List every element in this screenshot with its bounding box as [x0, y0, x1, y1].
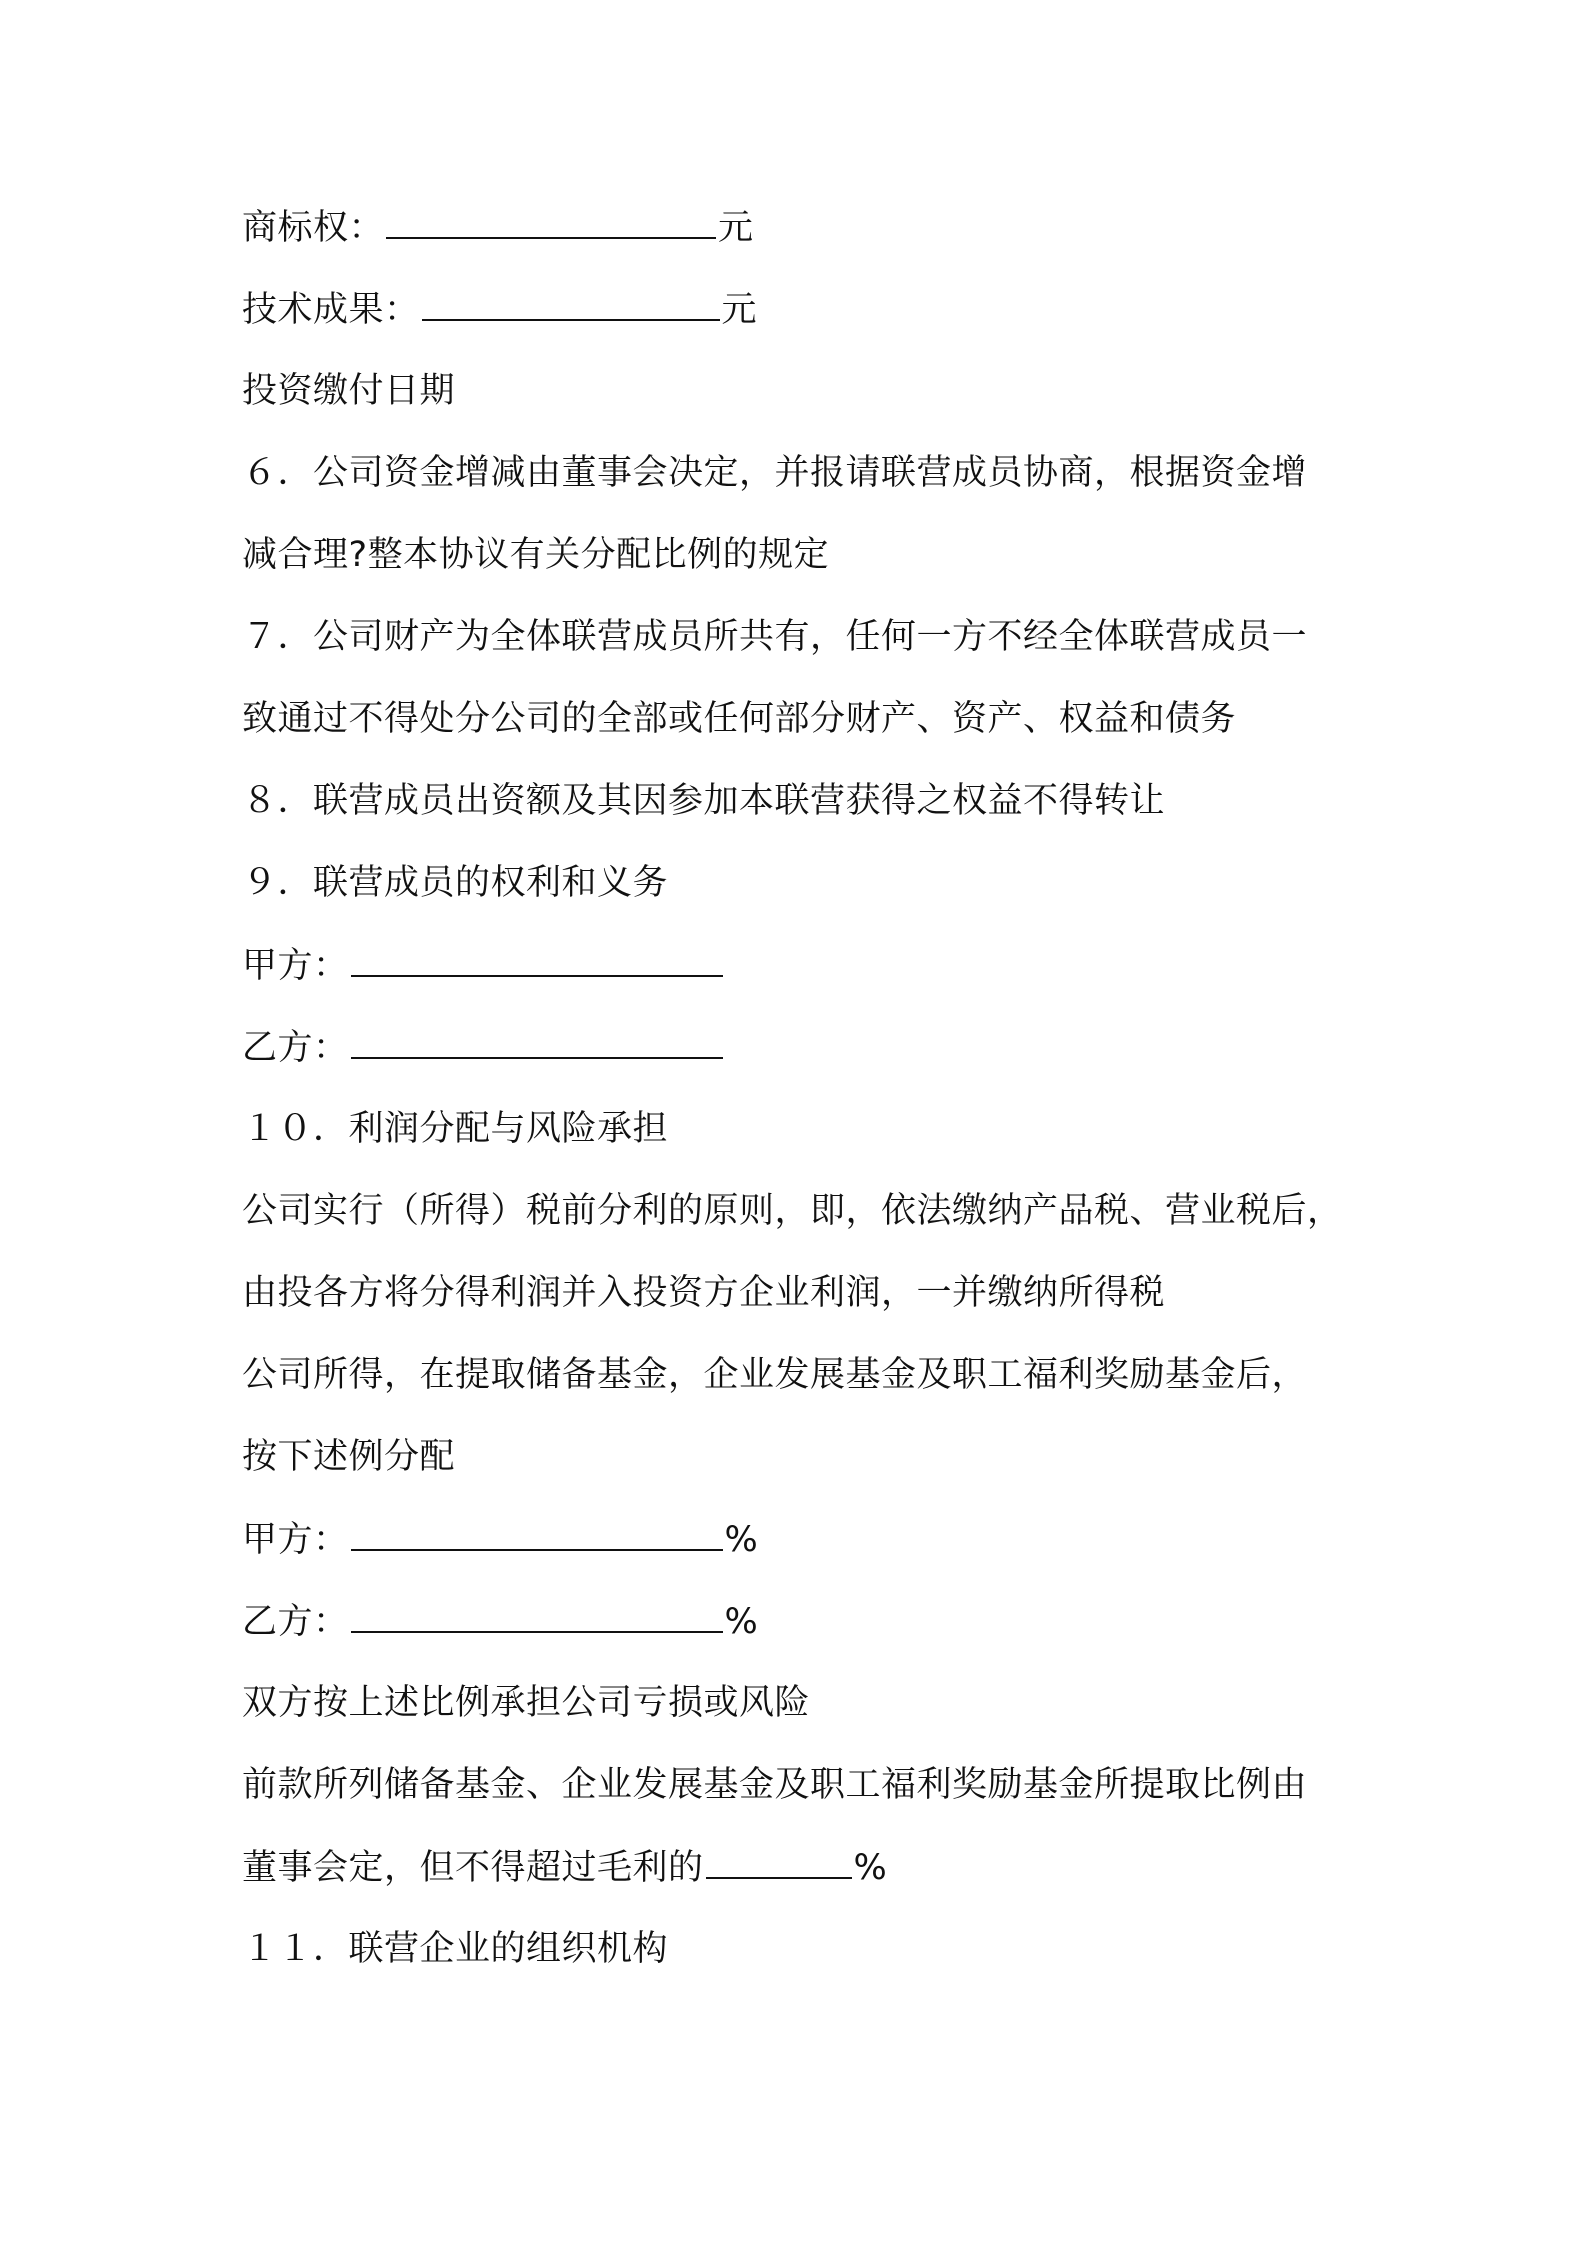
party-b-share-label: 乙方： — [242, 1602, 349, 1642]
party-a-label: 甲方： — [242, 946, 349, 986]
item7-line-1: ７．公司财产为全体联营成员所共有，任何一方不经全体联营成员一 — [242, 617, 1308, 657]
tech-line — [242, 285, 757, 334]
party-a-share-line — [242, 1515, 758, 1564]
party-a-line — [242, 941, 725, 990]
party-b-blank — [351, 1023, 723, 1059]
party-b-share-line — [242, 1597, 758, 1646]
item10-para2-line-1: 公司所得，在提取储备基金，企业发展基金及职工福利奖励基金后， — [242, 1355, 1308, 1395]
party-a-blank — [351, 941, 723, 977]
item8-line: ８．联营成员出资额及其因参加本联营获得之权益不得转让 — [242, 781, 1166, 821]
trademark-unit: 元 — [718, 208, 754, 248]
party-a-share-unit: % — [724, 1520, 759, 1560]
item10-para1-line-2: 由投各方将分得利润并入投资方企业利润，一并缴纳所得税 — [242, 1273, 1166, 1313]
fund-line-unit: % — [853, 1848, 888, 1888]
tech-label: 技术成果： — [242, 290, 420, 330]
gross-profit-percent-blank — [706, 1843, 852, 1879]
party-b-share-blank — [351, 1597, 723, 1633]
item9-line: ９．联营成员的权利和义务 — [242, 863, 669, 903]
trademark-line — [242, 203, 754, 252]
tech-unit: 元 — [721, 290, 758, 330]
party-b-label: 乙方： — [242, 1028, 349, 1068]
trademark-label: 商标权： — [242, 208, 385, 248]
item7-line-2: 致通过不得处分公司的全部或任何部分财产、资产、权益和债务 — [242, 699, 1237, 739]
party-a-share-label: 甲方： — [242, 1520, 349, 1560]
fund-line-1: 前款所列储备基金、企业发展基金及职工福利奖励基金所提取比例由 — [242, 1765, 1308, 1805]
fund-line-2-text: 董事会定，但不得超过毛利的 — [242, 1848, 704, 1888]
item11-line: １１．联营企业的组织机构 — [242, 1929, 669, 1969]
item10-para1-line-1: 公司实行（所得）税前分利的原则，即，依法缴纳产品税、营业税后， — [242, 1191, 1343, 1231]
risk-line: 双方按上述比例承担公司亏损或风险 — [242, 1683, 811, 1723]
item10-para2-line-2: 按下述例分配 — [242, 1437, 456, 1477]
party-b-share-unit: % — [724, 1602, 759, 1642]
item10-line: １０．利润分配与风险承担 — [242, 1109, 669, 1149]
party-b-line — [242, 1023, 725, 1072]
item6-line-2: 减合理?整本协议有关分配比例的规定 — [242, 535, 830, 575]
tech-amount-blank — [422, 285, 720, 321]
party-a-share-blank — [351, 1515, 723, 1551]
payment-date-line: 投资缴付日期 — [242, 371, 456, 411]
fund-line-2 — [242, 1843, 887, 1892]
trademark-amount-blank — [386, 203, 716, 239]
item6-line-1: ６．公司资金增减由董事会决定，并报请联营成员协商，根据资金增 — [242, 453, 1308, 493]
